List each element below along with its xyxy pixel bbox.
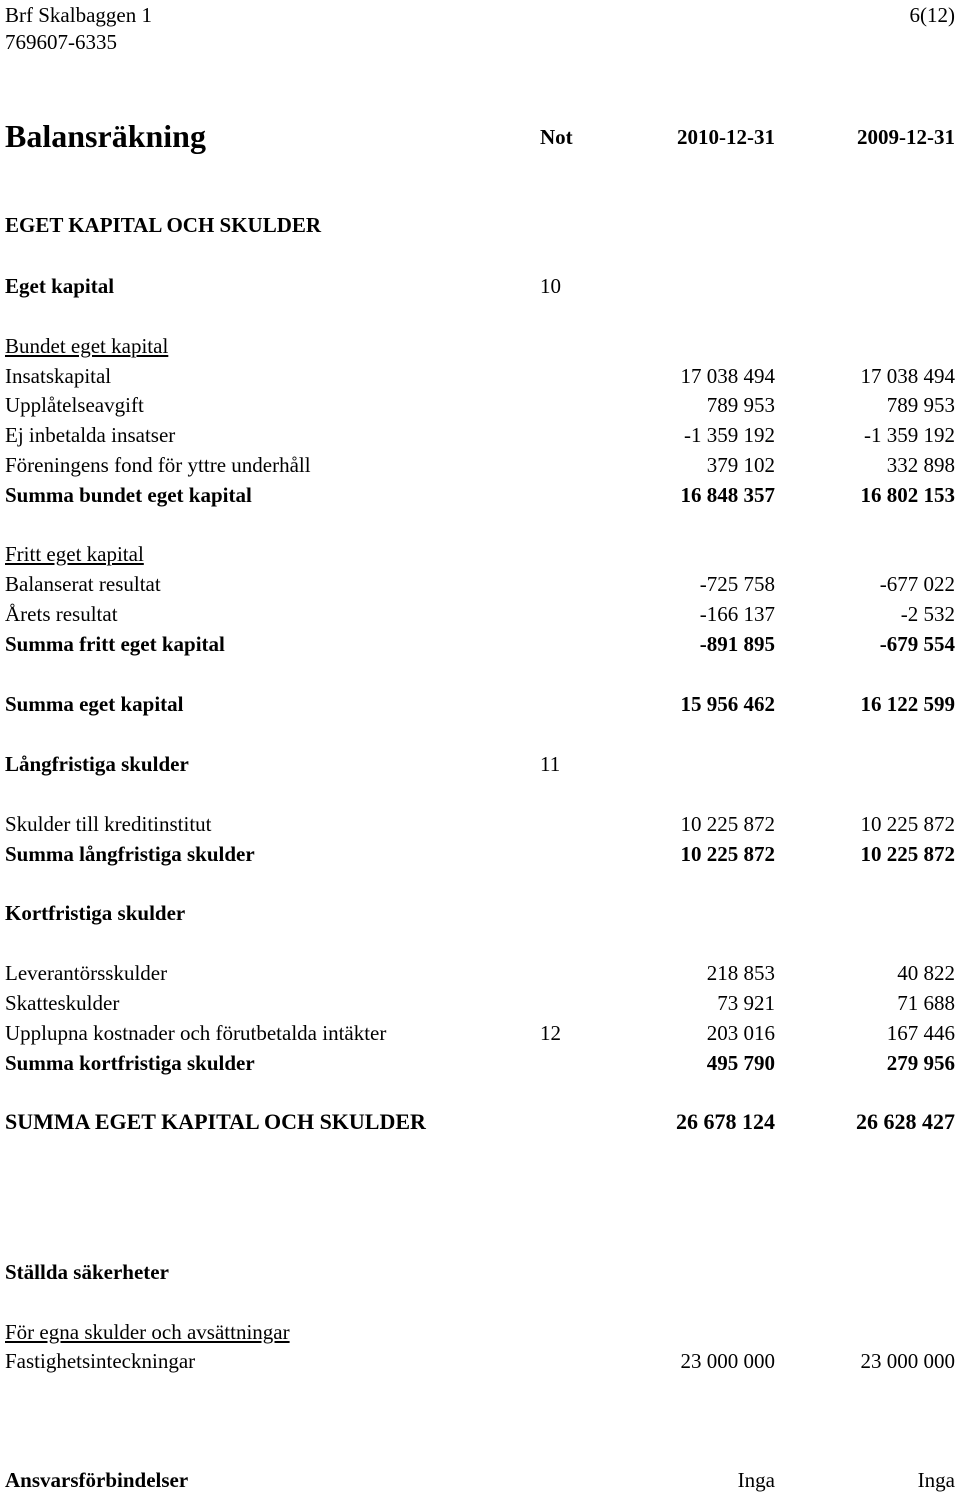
row-label: Ansvarsförbindelser [5, 1468, 189, 1492]
table-row [0, 569, 960, 599]
row-label: Fastighetsinteckningar [5, 1349, 196, 1373]
row-value-2010: 10 225 872 [680, 842, 775, 866]
table-row [0, 809, 960, 839]
row-label: Fritt eget kapital [5, 542, 144, 566]
row-value-2010: 15 956 462 [680, 692, 775, 716]
row-value-2009: 16 122 599 [860, 692, 955, 716]
row-value-2010: -166 137 [699, 602, 775, 626]
table-row [0, 958, 960, 988]
row-value-2009: 26 628 427 [856, 1109, 955, 1134]
row-value-2009: 10 225 872 [860, 812, 955, 836]
row-label: Skatteskulder [5, 991, 120, 1015]
row-value-2010: 73 921 [717, 991, 775, 1015]
row-value-2010: -891 895 [699, 632, 775, 656]
row-label: Upplåtelseavgift [5, 393, 144, 417]
row-value-2009: Inga [917, 1468, 955, 1492]
row-label: Summa kortfristiga skulder [5, 1051, 255, 1075]
row-value-2009: 17 038 494 [860, 364, 955, 388]
row-label: Summa långfristiga skulder [5, 842, 255, 866]
row-label: Långfristiga skulder [5, 752, 189, 776]
table-row-subtotal [0, 629, 960, 659]
row-value-2009: 332 898 [886, 453, 955, 477]
table-row [0, 420, 960, 450]
row-note: 10 [540, 274, 561, 298]
row-value-2010: 26 678 124 [676, 1109, 775, 1134]
table-row [0, 271, 960, 301]
row-label: Ställda säkerheter [5, 1260, 169, 1284]
table-row [0, 1465, 960, 1495]
row-label: Föreningens fond för yttre underhåll [5, 453, 311, 477]
row-value-2010: -725 758 [699, 572, 775, 596]
table-row [0, 1257, 960, 1287]
row-value-2009: 789 953 [886, 393, 955, 417]
table-row-subtotal [0, 480, 960, 510]
table-row-subtotal [0, 839, 960, 869]
company-name: Brf Skalbaggen 1 [5, 3, 152, 27]
row-value-2009: 10 225 872 [860, 842, 955, 866]
row-value-2010: 23 000 000 [680, 1349, 775, 1373]
column-header-note: Not [540, 125, 573, 149]
row-label: Kortfristiga skulder [5, 901, 186, 925]
title-row [0, 116, 960, 156]
section-heading-row [0, 210, 960, 240]
row-value-2009: 167 446 [886, 1021, 955, 1045]
row-value-2010: 218 853 [706, 961, 775, 985]
row-value-2009: 71 688 [897, 991, 955, 1015]
row-value-2010: 495 790 [706, 1051, 775, 1075]
row-value-2010: 16 848 357 [680, 483, 775, 507]
row-label: Balanserat resultat [5, 572, 161, 596]
table-row-grand-total [0, 1107, 960, 1137]
row-value-2010: 789 953 [706, 393, 775, 417]
row-value-2009: -679 554 [879, 632, 955, 656]
row-label: SUMMA EGET KAPITAL OCH SKULDER [5, 1109, 426, 1134]
row-value-2010: 379 102 [706, 453, 775, 477]
row-label: Årets resultat [5, 602, 118, 626]
table-row-total [0, 689, 960, 719]
row-value-2009: -1 359 192 [864, 423, 955, 447]
row-value-2009: -2 532 [900, 602, 955, 626]
column-header-2009: 2009-12-31 [857, 125, 955, 149]
row-label: Summa eget kapital [5, 692, 184, 716]
row-note: 11 [540, 752, 561, 776]
row-value-2009: -677 022 [879, 572, 955, 596]
page-number: 6(12) [909, 3, 955, 27]
row-note: 12 [540, 1021, 561, 1045]
table-row [0, 539, 960, 569]
table-row [0, 331, 960, 361]
row-value-2009: 16 802 153 [860, 483, 955, 507]
row-label: Upplupna kostnader och förutbetalda intäkter [5, 1021, 387, 1045]
table-row [0, 749, 960, 779]
row-value-2010: -1 359 192 [684, 423, 775, 447]
row-value-2010: 203 016 [706, 1021, 775, 1045]
table-row [0, 450, 960, 480]
row-value-2009: 279 956 [886, 1051, 955, 1075]
row-value-2009: 23 000 000 [860, 1349, 955, 1373]
row-label: Summa bundet eget kapital [5, 483, 252, 507]
row-label: Leverantörsskulder [5, 961, 168, 985]
row-label: Summa fritt eget kapital [5, 632, 225, 656]
table-row [0, 1346, 960, 1376]
table-row [0, 1018, 960, 1048]
table-row [0, 599, 960, 629]
section-heading: EGET KAPITAL OCH SKULDER [5, 213, 322, 237]
row-value-2010: Inga [737, 1468, 775, 1492]
row-label: Skulder till kreditinstitut [5, 812, 212, 836]
row-label: Insatskapital [5, 364, 112, 388]
row-value-2010: 17 038 494 [680, 364, 775, 388]
table-row-subtotal [0, 1048, 960, 1078]
page-title: Balansräkning [5, 118, 206, 154]
row-label: Ej inbetalda insatser [5, 423, 176, 447]
header-company-line [0, 0, 960, 30]
table-row [0, 1317, 960, 1347]
column-header-2010: 2010-12-31 [677, 125, 775, 149]
table-row [0, 361, 960, 391]
row-label: För egna skulder och avsättningar [5, 1320, 290, 1344]
row-label: Bundet eget kapital [5, 334, 169, 358]
header-org-line [0, 27, 960, 57]
table-row [0, 898, 960, 928]
table-row [0, 390, 960, 420]
row-value-2009: 40 822 [897, 961, 955, 985]
row-label: Eget kapital [5, 274, 115, 298]
table-row [0, 988, 960, 1018]
org-number: 769607-6335 [5, 30, 117, 54]
row-value-2010: 10 225 872 [680, 812, 775, 836]
